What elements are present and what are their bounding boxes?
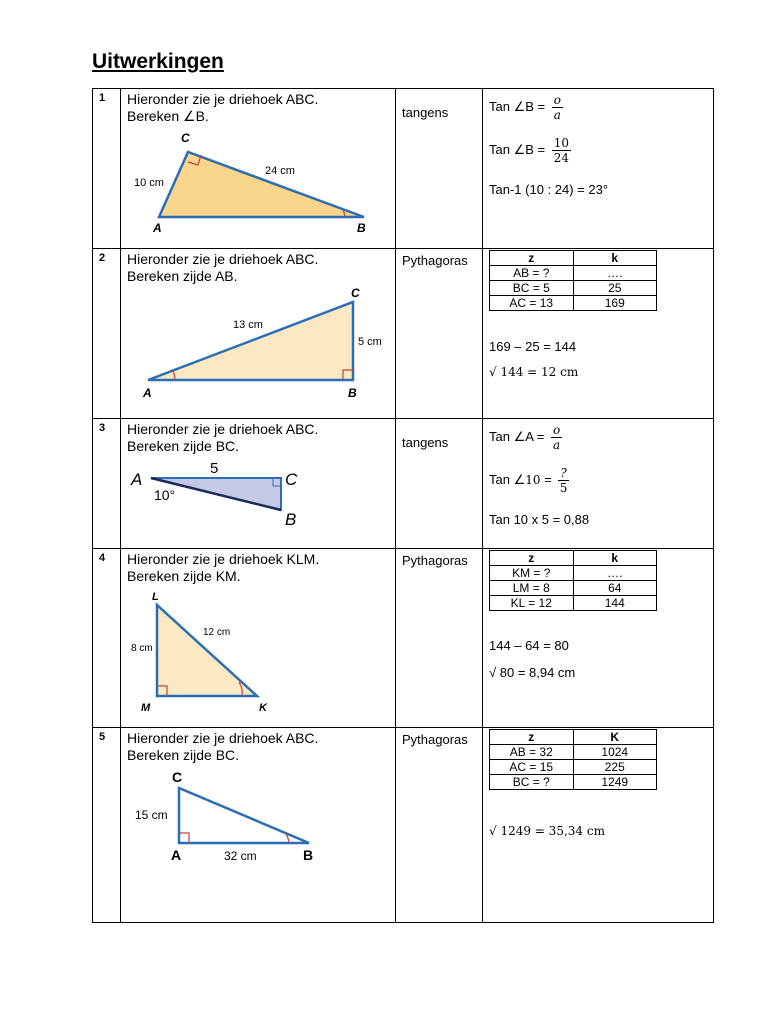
- exercise-task: [121, 249, 396, 419]
- method-label: Pythagoras: [402, 553, 468, 568]
- table-cell: ….: [573, 266, 657, 281]
- table-cell: KL = 12: [490, 596, 574, 611]
- vertex-label: A: [153, 221, 162, 235]
- numerator: 10: [553, 136, 570, 150]
- numerator: o: [553, 93, 561, 107]
- method-cell: [396, 89, 483, 249]
- z-k-table: [489, 250, 657, 311]
- triangle-shape: [157, 605, 257, 696]
- table-cell: 64: [573, 581, 657, 596]
- question-line: Hieronder zie je driehoek ABC.: [127, 730, 319, 746]
- table-header: z: [490, 251, 574, 266]
- denominator: 24: [553, 151, 570, 165]
- triangle-figure: [121, 764, 395, 874]
- numerator: o: [553, 423, 561, 437]
- question-line: Hieronder zie je driehoek ABC.: [127, 91, 319, 107]
- table-cell: ….: [573, 566, 657, 581]
- table-cell: AB = ?: [490, 266, 574, 281]
- side-label: 13 cm: [233, 319, 263, 331]
- question-line: Bereken ∠B.: [127, 108, 209, 124]
- z-k-table: [489, 550, 657, 611]
- table-row: [93, 728, 714, 923]
- side-label: 32 cm: [224, 849, 257, 863]
- vertex-label: C: [181, 131, 190, 145]
- step-text: Tan ∠B =: [489, 141, 546, 157]
- side-label: 12 cm: [203, 627, 231, 638]
- method-label: Pythagoras: [402, 253, 468, 268]
- solution-step: [483, 136, 713, 165]
- side-label: 15 cm: [135, 808, 168, 822]
- solution-step: 144 – 64 = 80: [489, 638, 569, 653]
- question-line: Hieronder zie je driehoek ABC.: [127, 251, 319, 267]
- question-line: Bereken zijde BC.: [127, 438, 240, 454]
- exercise-number: 2: [93, 249, 121, 419]
- solution-step: Tan 10 x 5 = 0,88: [489, 512, 590, 527]
- table-cell: 169: [573, 296, 657, 311]
- vertex-label: B: [348, 386, 357, 400]
- question-line: Bereken zijde AB.: [127, 268, 238, 284]
- method-cell: [396, 728, 483, 923]
- question-line: Hieronder zie je driehoek ABC.: [127, 421, 319, 437]
- fraction: [552, 93, 563, 122]
- table-cell: 25: [573, 281, 657, 296]
- solution-step: [483, 423, 713, 452]
- step-text: Tan ∠A =: [489, 428, 545, 444]
- exercise-number: 5: [93, 728, 121, 923]
- triangle-shape: [179, 788, 309, 843]
- method-label: tangens: [402, 435, 449, 450]
- triangle-shape: [148, 302, 353, 380]
- worked-solution: [483, 419, 714, 549]
- triangle-figure: [121, 285, 395, 410]
- worked-solution: [483, 728, 714, 923]
- exercise-task: [121, 419, 396, 549]
- exercise-number: 1: [93, 89, 121, 249]
- question-line: Bereken zijde KM.: [127, 568, 241, 584]
- solution-step: [483, 93, 713, 122]
- vertex-label: C: [351, 286, 360, 300]
- table-cell: AC = 13: [490, 296, 574, 311]
- vertex-label: B: [285, 510, 297, 529]
- question-line: Bereken zijde BC.: [127, 747, 240, 763]
- exercise-task: [121, 89, 396, 249]
- vertex-label: B: [357, 221, 366, 235]
- table-cell: AC = 15: [490, 760, 574, 775]
- table-header: z: [490, 551, 574, 566]
- worked-solution: [483, 249, 714, 419]
- table-cell: BC = 5: [490, 281, 574, 296]
- table-cell: 1024: [573, 745, 657, 760]
- vertex-label: L: [152, 591, 159, 603]
- step-text: Tan ∠B =: [489, 98, 546, 114]
- step-text: Tan ∠: [489, 471, 526, 487]
- table-cell: AB = 32: [490, 745, 574, 760]
- exercise-number: 4: [93, 549, 121, 728]
- table-cell: LM = 8: [490, 581, 574, 596]
- table-header: K: [573, 730, 657, 745]
- table-cell: 144: [573, 596, 657, 611]
- triangle-figure: [121, 585, 395, 715]
- table-row: [93, 89, 714, 249]
- table-header: z: [490, 730, 574, 745]
- method-label: tangens: [402, 105, 449, 120]
- side-label: 10 cm: [134, 177, 164, 189]
- vertex-label: A: [131, 470, 143, 489]
- denominator: a: [553, 438, 561, 452]
- fraction: [558, 466, 568, 495]
- method-label: Pythagoras: [402, 732, 468, 747]
- numerator: ?: [560, 466, 567, 480]
- side-label: 5 cm: [358, 336, 382, 348]
- triangle-figure: [121, 455, 395, 540]
- table-row: [93, 249, 714, 419]
- vertex-label: C: [285, 470, 298, 489]
- table-row: [93, 419, 714, 549]
- exercise-number: 3: [93, 419, 121, 549]
- page-title: Uitwerkingen: [92, 50, 224, 73]
- side-label: 5: [210, 460, 219, 477]
- exercise-task: [121, 549, 396, 728]
- vertex-label: M: [141, 702, 151, 714]
- angle-value: 10: [525, 472, 541, 487]
- denominator: 5: [559, 481, 568, 495]
- table-cell: KM = ?: [490, 566, 574, 581]
- fraction: [552, 136, 571, 165]
- exercise-task: [121, 728, 396, 923]
- z-k-table: [489, 729, 657, 790]
- solution-step: 169 – 25 = 144: [489, 339, 577, 354]
- table-cell: 1249: [573, 775, 657, 790]
- table-row: [93, 549, 714, 728]
- method-cell: [396, 249, 483, 419]
- triangle-figure: [121, 125, 395, 235]
- worked-solution: [483, 89, 714, 249]
- table-header: k: [573, 551, 657, 566]
- question-line: Hieronder zie je driehoek KLM.: [127, 551, 320, 567]
- angle-label: 10°: [154, 487, 176, 503]
- vertex-label: A: [143, 386, 152, 400]
- solution-step: Tan-1 (10 : 24) = 23°: [489, 182, 609, 197]
- table-header: k: [573, 251, 657, 266]
- vertex-label: A: [171, 847, 182, 863]
- solutions-table: [92, 88, 714, 923]
- vertex-label: K: [259, 702, 267, 714]
- solution-step: √ 80 = 8,94 cm: [489, 665, 576, 680]
- table-cell: BC = ?: [490, 775, 574, 790]
- solution-step: √ 144 = 12 cm: [489, 365, 579, 379]
- side-label: 8 cm: [131, 643, 153, 654]
- step-text: =: [544, 471, 552, 487]
- denominator: a: [553, 108, 561, 122]
- solution-step: [483, 466, 713, 495]
- table-cell: 225: [573, 760, 657, 775]
- fraction: [551, 423, 562, 452]
- vertex-label: C: [172, 769, 183, 785]
- method-cell: [396, 419, 483, 549]
- worked-solution: [483, 549, 714, 728]
- solution-step: √ 1249 = 35,34 cm: [489, 824, 605, 838]
- side-label: 24 cm: [265, 165, 295, 177]
- triangle-shape: [159, 152, 364, 217]
- method-cell: [396, 549, 483, 728]
- vertex-label: B: [303, 847, 314, 863]
